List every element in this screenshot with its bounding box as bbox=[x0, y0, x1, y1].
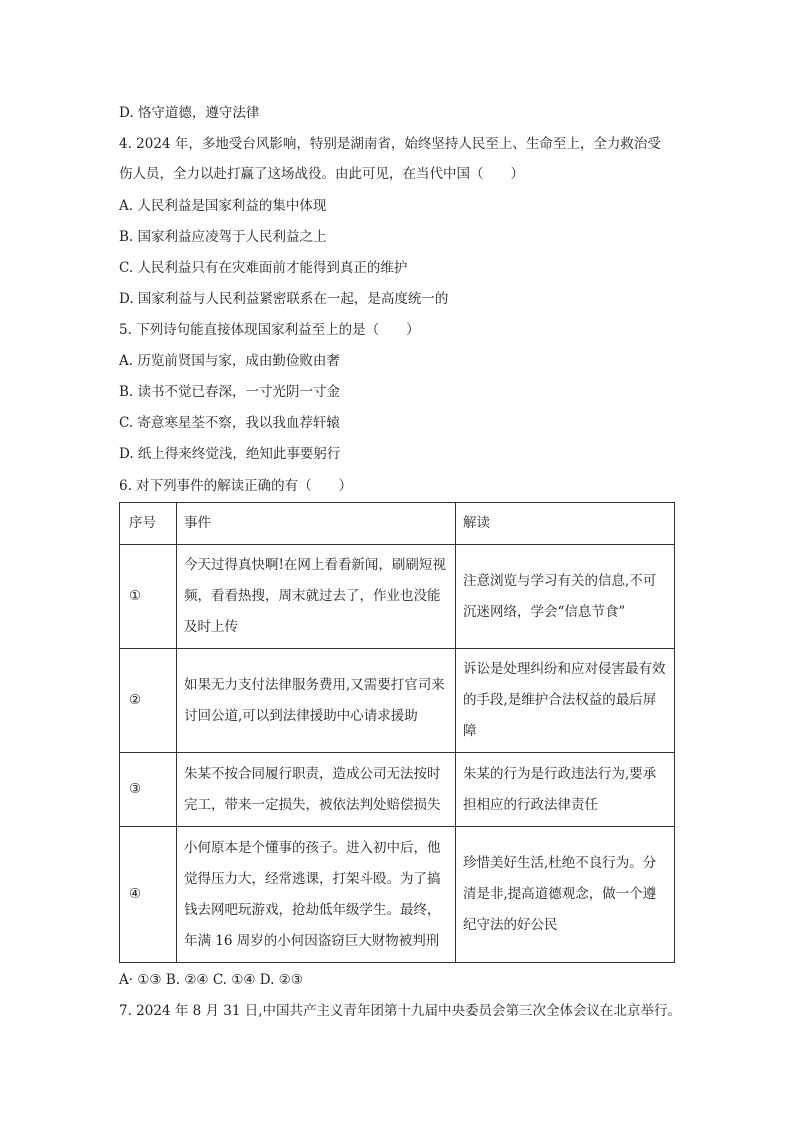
q5-option-d: D. 纸上得来终觉浅，绝知此事要躬行 bbox=[119, 446, 341, 462]
q4-stem-line1: 4. 2024 年，多地受台风影响，特别是湖南省，始终坚持人民至上、生命至上，全力救治受 bbox=[119, 136, 661, 152]
row-reading: 诉讼是处理纠纷和应对侵害最有效的手段,是维护合法权益的最后屏障 bbox=[456, 649, 675, 753]
q4-option-d: D. 国家利益与人民利益紧密联系在一起，是高度统一的 bbox=[119, 291, 449, 307]
q5-option-c: C. 寄意寒星荃不察，我以我血荐轩辕 bbox=[119, 415, 340, 431]
q5-option-b: B. 读书不觉已春深，一寸光阴一寸金 bbox=[119, 384, 341, 400]
q5-stem: 5. 下列诗句能直接体现国家利益至上的是（ ） bbox=[119, 322, 420, 338]
header-event: 事件 bbox=[177, 503, 456, 545]
row-event: 小何原本是个懂事的孩子。进入初中后，他觉得压力大，经常逃课，打架斗殴。为了搞钱去网吧玩游戏，抢劫低年级学生。最终，年满 16 周岁的小何因盗窃巨大财物被判刑 bbox=[177, 827, 456, 963]
header-reading: 解读 bbox=[456, 503, 675, 545]
q4-option-c: C. 人民利益只有在灾难面前才能得到真正的维护 bbox=[119, 260, 408, 276]
table-row bbox=[120, 545, 675, 649]
row-number: ③ bbox=[120, 753, 177, 827]
row-reading: 珍惜美好生活,杜绝不良行为。分清是非,提高道德观念，做一个遵纪守法的好公民 bbox=[456, 827, 675, 963]
q6-stem: 6. 对下列事件的解读正确的有（ ） bbox=[119, 478, 353, 494]
row-event: 朱某不按合同履行职责，造成公司无法按时完工，带来一定损失，被依法判处赔偿损失 bbox=[177, 753, 456, 827]
q3-option-d: D. 恪守道德，遵守法律 bbox=[119, 105, 260, 121]
row-number: ④ bbox=[120, 827, 177, 963]
row-reading: 朱某的行为是行政违法行为,要承担相应的行政法律责任 bbox=[456, 753, 675, 827]
row-number: ② bbox=[120, 649, 177, 753]
q5-option-a: A. 历览前贤国与家，成由勤俭败由奢 bbox=[119, 353, 340, 369]
q4-option-a: A. 人民利益是国家利益的集中体现 bbox=[119, 198, 327, 214]
row-reading: 注意浏览与学习有关的信息,不可沉迷网络，学会“信息节食” bbox=[456, 545, 675, 649]
q7-stem: 7. 2024 年 8 月 31 日,中国共产主义青年团第十九届中央委员会第三次全体会议在北京举行。 bbox=[119, 1003, 682, 1019]
row-event: 如果无力支付法律服务费用,又需要打官司来讨回公道,可以到法律援助中心请求援助 bbox=[177, 649, 456, 753]
q4-option-b: B. 国家利益应凌驾于人民利益之上 bbox=[119, 229, 327, 245]
q4-stem-line2: 伤人员，全力以赴打赢了这场战役。由此可见，在当代中国（ ） bbox=[119, 166, 524, 182]
events-table bbox=[119, 502, 675, 963]
table-header-row bbox=[120, 503, 675, 545]
row-number: ① bbox=[120, 545, 177, 649]
table-row bbox=[120, 649, 675, 753]
table-row bbox=[120, 753, 675, 827]
table-row bbox=[120, 827, 675, 963]
q6-answer-options: A· ①③ B. ②④ C. ①④ D. ②③ bbox=[119, 972, 303, 988]
header-number: 序号 bbox=[120, 503, 177, 545]
row-event: 今天过得真快啊!在网上看看新闻，刷刷短视频，看看热搜，周末就过去了，作业也没能及时上传 bbox=[177, 545, 456, 649]
